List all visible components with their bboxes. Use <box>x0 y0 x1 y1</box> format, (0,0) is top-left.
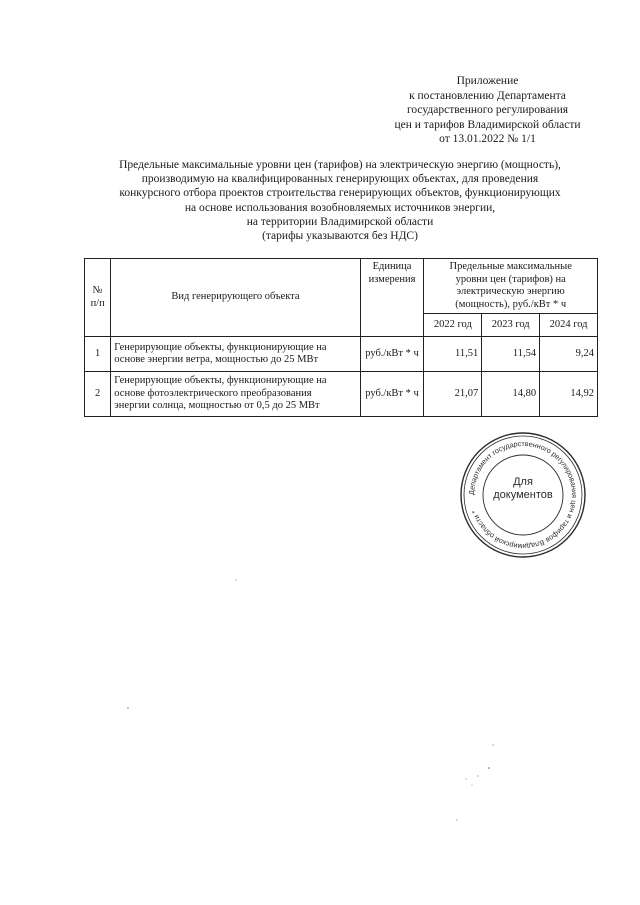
row-unit: руб./кВт * ч <box>360 372 424 417</box>
table-row <box>85 337 598 372</box>
row-type-line: основе фотоэлектрического преобразования <box>114 387 312 399</box>
row-value-2024: 14,92 <box>540 372 598 417</box>
seal-center-line: документов <box>493 489 553 501</box>
row-value-2023: 14,80 <box>482 372 540 417</box>
appendix-header <box>380 74 595 147</box>
row-object-type <box>111 372 360 417</box>
header-group-line: (мощность), руб./кВт * ч <box>455 298 567 310</box>
document-title <box>90 158 590 243</box>
department-name-cont: цен и тарифов Владимирской области <box>394 118 581 131</box>
title-line: на территории Владимирской области <box>246 215 434 228</box>
department-seal <box>458 430 588 560</box>
row-value-2022: 11,51 <box>424 337 482 372</box>
header-number-line: п/п <box>90 297 105 309</box>
scan-speck <box>235 579 236 580</box>
row-unit: руб./кВт * ч <box>360 337 424 372</box>
row-number: 2 <box>85 372 111 417</box>
scan-speck <box>488 767 490 769</box>
appendix-label: Приложение <box>456 75 519 87</box>
header-object-type: Вид генерирующего объекта <box>111 259 360 337</box>
row-value-2024: 9,24 <box>540 337 598 372</box>
scan-speck <box>465 778 466 779</box>
table-row <box>85 372 598 417</box>
header-year-2022: 2022 год <box>424 314 482 337</box>
row-value-2023: 11,54 <box>482 337 540 372</box>
row-type-line: Генерирующие объекты, функционирующие на <box>114 341 327 353</box>
scan-speck <box>456 819 457 820</box>
decree-date-number: от 13.01.2022 № 1/1 <box>439 133 536 145</box>
header-group-line: электрическую энергию <box>456 286 565 297</box>
row-number: 1 <box>85 337 111 372</box>
scan-speck <box>472 785 473 786</box>
header-year-2023: 2023 год <box>482 314 540 337</box>
title-line: производимую на квалифицированных генерирующих объектах, для проведения <box>141 173 539 186</box>
header-unit <box>360 259 424 337</box>
header-group-line: Предельные максимальные <box>449 261 572 272</box>
header-group-line: уровни цен (тарифов) на <box>455 273 566 285</box>
header-number-line: № <box>92 285 103 296</box>
row-type-line: энергии солнца, мощностью от 0,5 до 25 МВт <box>114 400 320 412</box>
seal-center-text <box>458 476 588 502</box>
title-line: на основе использования возобновляемых источников энергии, <box>184 201 496 214</box>
scan-speck <box>492 744 493 745</box>
header-unit-line: Единица <box>372 261 412 272</box>
seal-ring-textpath: Департамент государственного регулирования цен и тарифов Владимирской области * <box>466 438 580 552</box>
department-name: государственного регулирования <box>406 104 569 116</box>
header-unit-line: измерения <box>368 273 416 285</box>
seal-center-line: Для <box>513 476 533 488</box>
scan-speck <box>477 775 478 776</box>
header-number <box>85 259 111 337</box>
row-object-type <box>111 337 360 372</box>
tariff-table <box>84 258 598 417</box>
header-price-levels <box>424 259 598 314</box>
row-type-line: основе энергии ветра, мощностью до 25 МВт <box>114 354 319 365</box>
row-value-2022: 21,07 <box>424 372 482 417</box>
row-type-line: Генерирующие объекты, функционирующие на <box>114 375 327 387</box>
header-year-2024: 2024 год <box>540 314 598 337</box>
title-line: Предельные максимальные уровни цен (тарифов) на электрическую энергию (мощность), <box>119 159 561 171</box>
title-line: конкурсного отбора проектов строительства генерирующих объектов, функционирующих <box>119 187 561 200</box>
decree-reference: к постановлению Департамента <box>409 89 566 102</box>
title-note: (тарифы указываются без НДС) <box>262 230 418 243</box>
scan-speck <box>127 707 128 708</box>
